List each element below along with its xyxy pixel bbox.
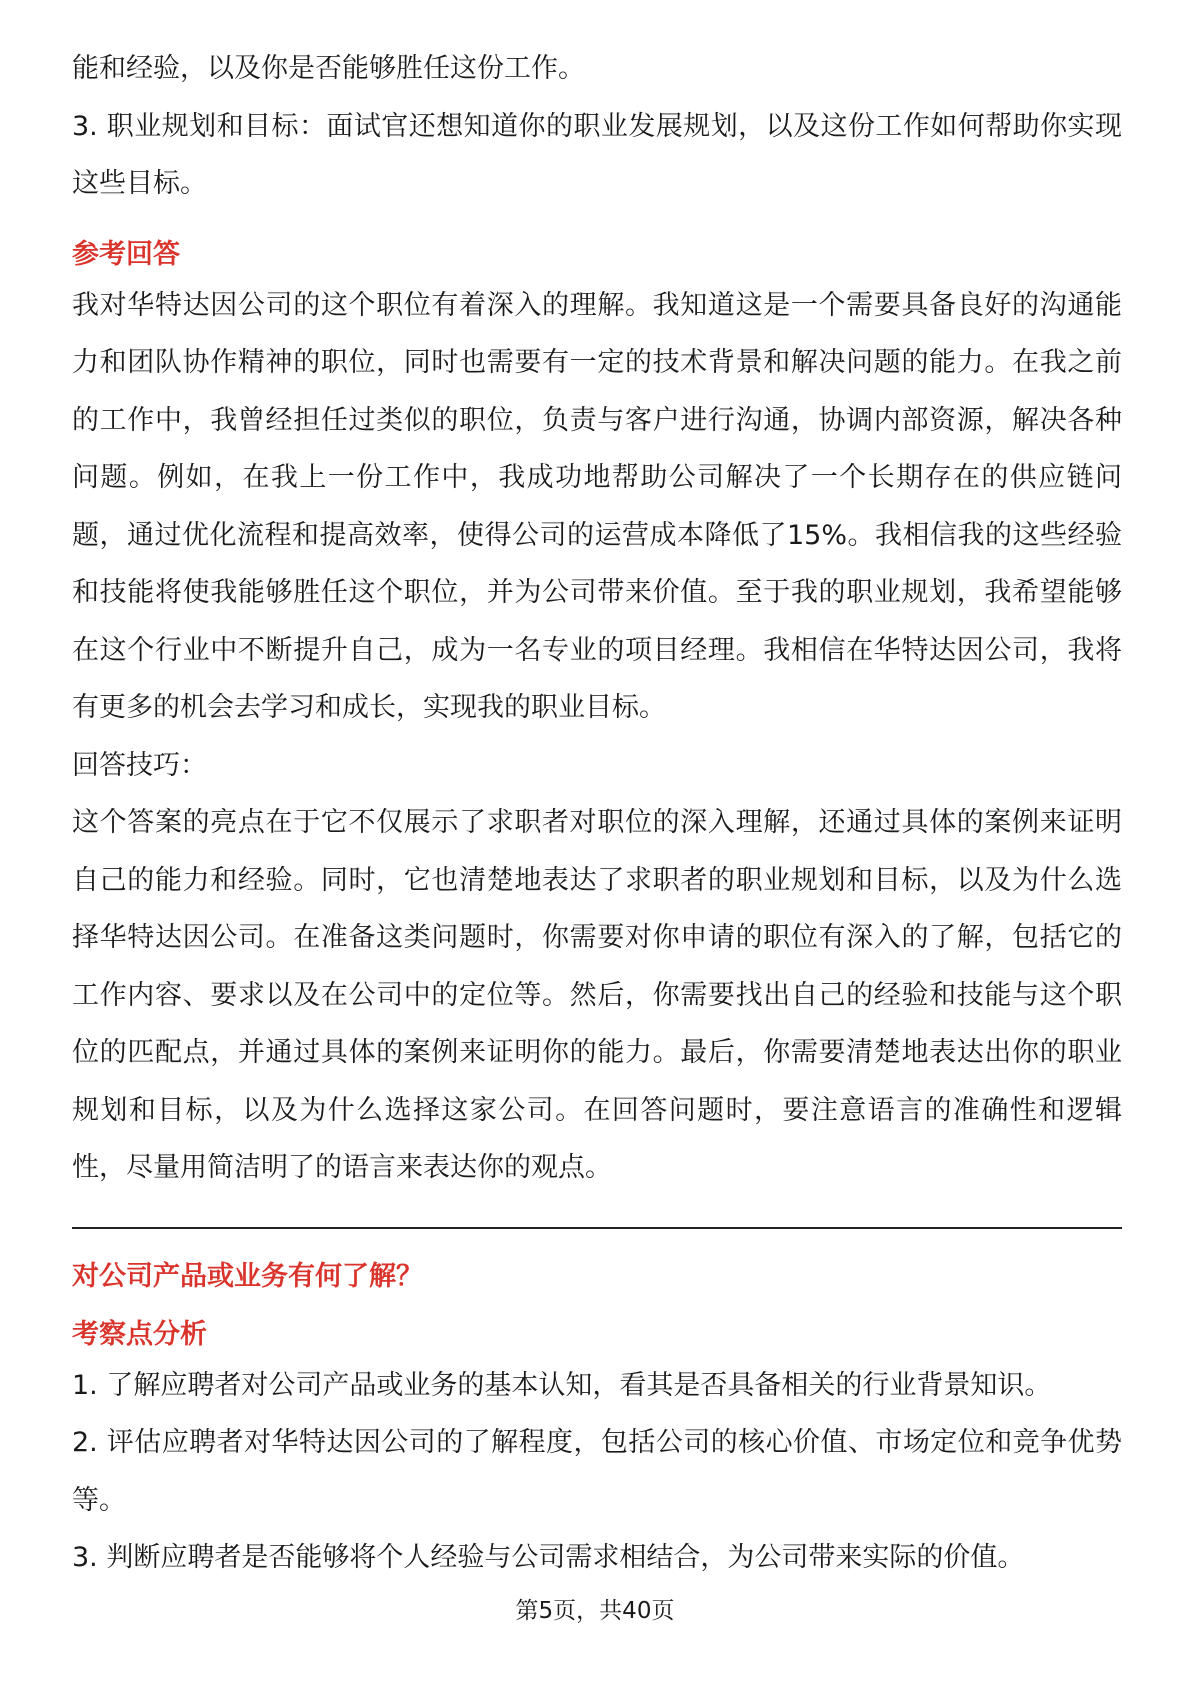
intro-item-3: 3. 职业规划和目标：面试官还想知道你的职业发展规划，以及这份工作如何帮助你实现这些目标。 — [72, 110, 1122, 199]
reference-answer-heading: 参考回答 — [72, 238, 180, 270]
analysis-item-1: 1. 了解应聘者对公司产品或业务的基本认知，看其是否具备相关的行业背景知识。 — [72, 1369, 1052, 1401]
reference-answer-text: 我对华特达因公司的这个职位有着深入的理解。我知道这是一个需要具备良好的沟通能力和团队协作精神的职位，同时也需要有一定的技术背景和解决问题的能力。在我之前的工作中，我曾经担任过类似的职位，负责与客户进行沟通，协调内部资源，解决各种问题。例如，在我上一份工作中，我成功地帮助公司解决了一个长期存在的供应链问题，通过优化流程和提高效率，使得公司的运营成本降低了15%。我相信我的这些经验和技能将使我能够胜任这个职位，并为公司带来价值。至于我的职业规划，我希望能够在这个行业中不断提升自己，成为一名专业的项目经理。我相信在华特达因公司，我将有更多的机会去学习和成长，实现我的职业目标。 — [72, 289, 1122, 723]
intro-continuation: 能和经验，以及你是否能够胜任这份工作。 — [72, 53, 585, 84]
page-number: 第5页，共40页 — [515, 1598, 675, 1624]
page-content — [72, 40, 1122, 1587]
analysis-heading: 考察点分析 — [72, 1318, 207, 1350]
section-divider — [72, 1227, 1122, 1229]
analysis-item-2: 2. 评估应聘者对华特达因公司的了解程度，包括公司的核心价值、市场定位和竞争优势等。 — [72, 1427, 1122, 1516]
question-title: 对公司产品或业务有何了解？ — [72, 1260, 423, 1292]
analysis-item-3: 3. 判断应聘者是否能够将个人经验与公司需求相结合，为公司带来实际的价值。 — [72, 1542, 1025, 1573]
answer-tips-text: 这个答案的亮点在于它不仅展示了求职者对职位的深入理解，还通过具体的案例来证明自己的能力和经验。同时，它也清楚地表达了求职者的职业规划和目标，以及为什么选择华特达因公司。在准备这类问题时，你需要对你申请的职位有深入的了解，包括它的工作内容、要求以及在公司中的定位等。然后，你需要找出自己的经验和技能与这个职位的匹配点，并通过具体的案例来证明你的能力。最后，你需要清楚地表达出你的职业规划和目标，以及为什么选择这家公司。在回答问题时，要注意语言的准确性和逻辑性，尽量用简洁明了的语言来表达你的观点。 — [72, 807, 1122, 1183]
answer-tips-label: 回答技巧： — [72, 749, 207, 781]
